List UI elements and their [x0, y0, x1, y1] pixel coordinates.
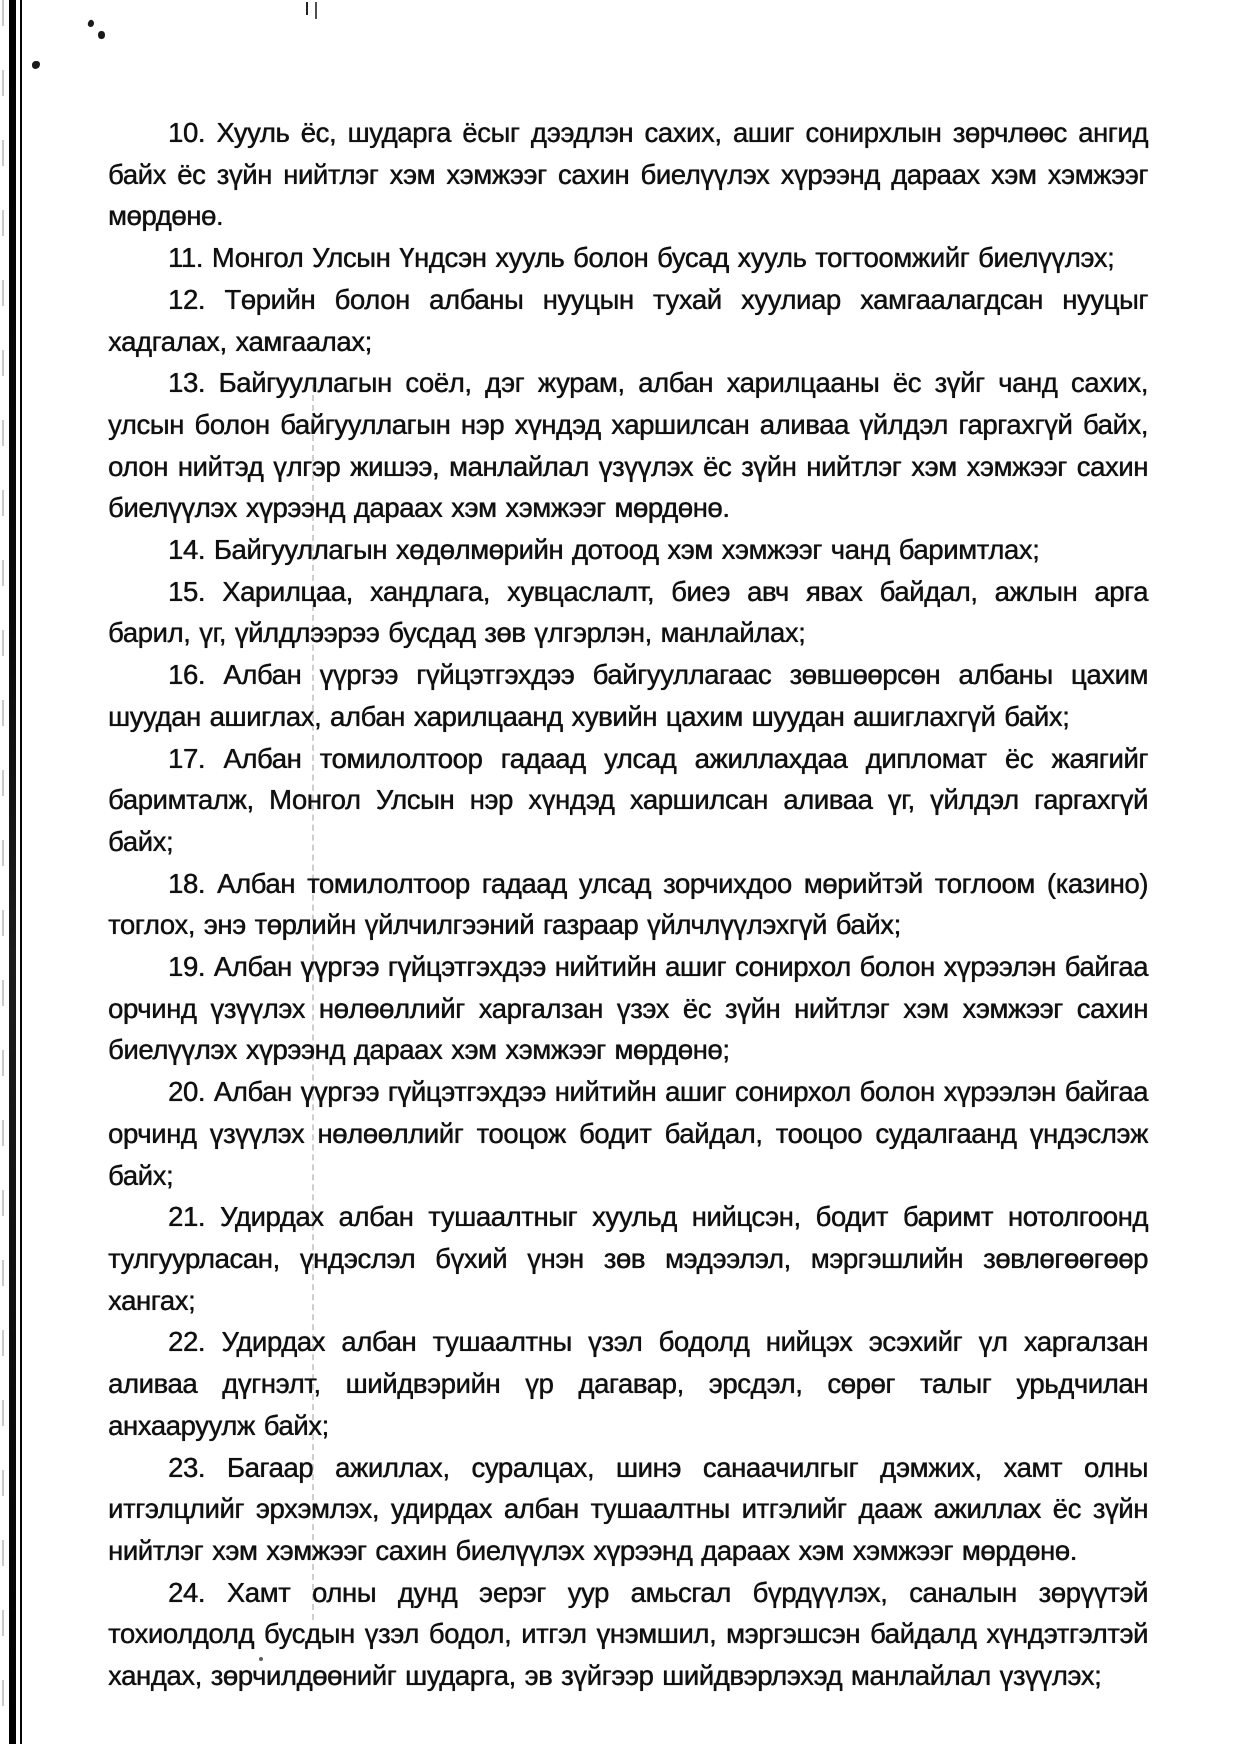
- paragraph-text: Албан үүргээ гүйцэтгэхдээ байгууллагаас зөвшөөрсөн албаны цахим шуудан ашиглах, албан харилцаанд хувийн цахим шуудан ашиглахгүй байх;: [108, 659, 1148, 732]
- paragraph-text: Удирдах албан тушаалтныг хуульд нийцсэн, бодит баримт нотолгоонд тулгуурласан, үндэслэл бүхий үнэн зөв мэдээлэл, мэргэшлийн зөвлөгөөгөөр хангах;: [108, 1201, 1148, 1316]
- paragraph-text: Багаар ажиллах, суралцах, шинэ санаачилгыг дэмжих, хамт олны итгэлцлийг эрхэмлэх, удирдах албан тушаалтны итгэлийг дааж ажиллах ёс зүйн нийтлэг хэм хэмжээг сахин биелүүлэх хүрээнд дараах хэм хэмжээг мөрдөнө.: [108, 1451, 1148, 1566]
- paragraph: [108, 112, 1148, 237]
- paragraph-number: 16.: [168, 659, 206, 691]
- paragraph-number: 22.: [168, 1326, 206, 1358]
- paragraph-text: Албан томилолтоор гадаад улсад ажиллахдаа дипломат ёс жаягийг баримталж, Монгол Улсын нэр хүндэд харшилсан аливаа үг, үйлдэл гаргахгүй байх;: [108, 742, 1148, 857]
- scan-speckle: [87, 19, 96, 28]
- paragraph-text: Байгууллагын хөдөлмөрийн дотоод хэм хэмжээг чанд баримтлах;: [213, 534, 1040, 566]
- paragraph-text: Монгол Улсын Үндсэн хууль болон бусад хууль тогтоомжийг биелүүлэх;: [211, 242, 1115, 274]
- scan-speckle: [32, 61, 40, 69]
- paragraph: [108, 863, 1148, 946]
- scan-edge-ghost-line: [2, 0, 4, 1744]
- paragraph-number: 12.: [168, 283, 206, 315]
- paragraph: [108, 279, 1148, 362]
- document-body: [108, 112, 1148, 1697]
- scan-tick-mark: [306, 2, 308, 15]
- paragraph-text: Албан томилолтоор гадаад улсад зорчихдоо мөрийтэй тоглоом (казино) тоглох, энэ төрлийн үйлчилгээний газраар үйлчлүүлэхгүй байх;: [108, 867, 1148, 941]
- paragraph-number: 10.: [168, 117, 206, 148]
- paragraph-number: 13.: [168, 367, 206, 399]
- paragraph: [108, 1321, 1148, 1446]
- paragraph: [108, 654, 1148, 737]
- paragraph-number: 11.: [168, 242, 203, 274]
- paragraph: [108, 571, 1148, 654]
- paragraph-number: 17.: [168, 742, 206, 774]
- scan-tick-mark: [315, 2, 317, 19]
- paragraph-number: 24.: [168, 1576, 206, 1608]
- paragraph: [108, 362, 1148, 529]
- paragraph-number: 20.: [168, 1076, 206, 1108]
- paragraph-number: 18.: [168, 867, 206, 899]
- paragraph-text: Байгууллагын соёл, дэг журам, албан харилцааны ёс зүйг чанд сахих, улсын болон байгууллагын нэр хүндэд харшилсан аливаа үйлдэл гаргахгүй байх, олон нийтэд үлгэр жишээ, манлайлал үзүүлэх ёс зүйн нийтлэг хэм хэмжээг сахин биелүүлэх хүрээнд дараах хэм хэмжээг мөрдөнө.: [108, 367, 1148, 524]
- paragraph-number: 14.: [168, 534, 206, 566]
- paragraph-number: 23.: [168, 1451, 206, 1483]
- paragraph-text: Хууль ёс, шударга ёсыг дээдлэн сахих, ашиг сонирхлын зөрчлөөс ангид байх ёс зүйн нийтлэг хэм хэмжээг сахин биелүүлэх хүрээнд дараах хэм хэмжээг мөрдөнө.: [108, 117, 1148, 232]
- paragraph: [108, 1196, 1148, 1321]
- paragraph-text: Удирдах албан тушаалтны үзэл бодолд нийцэх эсэхийг үл харгалзан аливаа дүгнэлт, шийдвэрийн үр дагавар, эрсдэл, сөрөг талыг урьдчилан анхааруулж байх;: [108, 1326, 1148, 1441]
- paragraph: [108, 738, 1148, 863]
- paragraph: [108, 1572, 1148, 1697]
- paragraph: [108, 1071, 1148, 1196]
- paragraph-number: 19.: [168, 951, 206, 983]
- paragraph-text: Албан үүргээ гүйцэтгэхдээ нийтийн ашиг сонирхол болон хүрээлэн байгаа орчинд үзүүлэх нөлөөллийг тооцож бодит байдал, тооцоо судалгаанд үндэслэж байх;: [108, 1076, 1148, 1191]
- paragraph-number: 21.: [168, 1201, 206, 1233]
- paragraph: [108, 529, 1148, 571]
- paragraph: [108, 237, 1148, 279]
- paragraph-number: 15.: [168, 575, 206, 607]
- paragraph-text: Хамт олны дунд эерэг уур амьсгал бүрдүүлэх, саналын зөрүүтэй тохиолдолд бусдын үзэл бодол, итгэл үнэмшил, мэргэшсэн байдалд хүндэтгэлтэй хандах, зөрчилдөөнийг шударга, эв зүйгээр шийдвэрлэхэд манлайлал үзүүлэх;: [108, 1576, 1148, 1692]
- paragraph-text: Албан үүргээ гүйцэтгэхдээ нийтийн ашиг сонирхол болон хүрээлэн байгаа орчинд үзүүлэх нөлөөллийг харгалзан үзэх ёс зүйн нийтлэг хэм хэмжээг сахин биелүүлэх хүрээнд дараах хэм хэмжээг мөрдөнө;: [108, 951, 1148, 1066]
- paragraph: [108, 946, 1148, 1071]
- binding-edge-thin-line: [20, 0, 22, 1744]
- paragraph-text: Төрийн болон албаны нууцын тухай хуулиар хамгаалагдсан нууцыг хадгалах, хамгаалах;: [108, 283, 1148, 357]
- scan-speckle: [98, 31, 105, 39]
- paragraph: [108, 1447, 1148, 1572]
- paragraph-text: Харилцаа, хандлага, хувцаслалт, биеэ авч явах байдал, ажлын арга барил, үг, үйлдлээрээ бусдад зөв үлгэрлэн, манлайлах;: [108, 575, 1148, 649]
- binding-edge-thick-line: [9, 0, 16, 1744]
